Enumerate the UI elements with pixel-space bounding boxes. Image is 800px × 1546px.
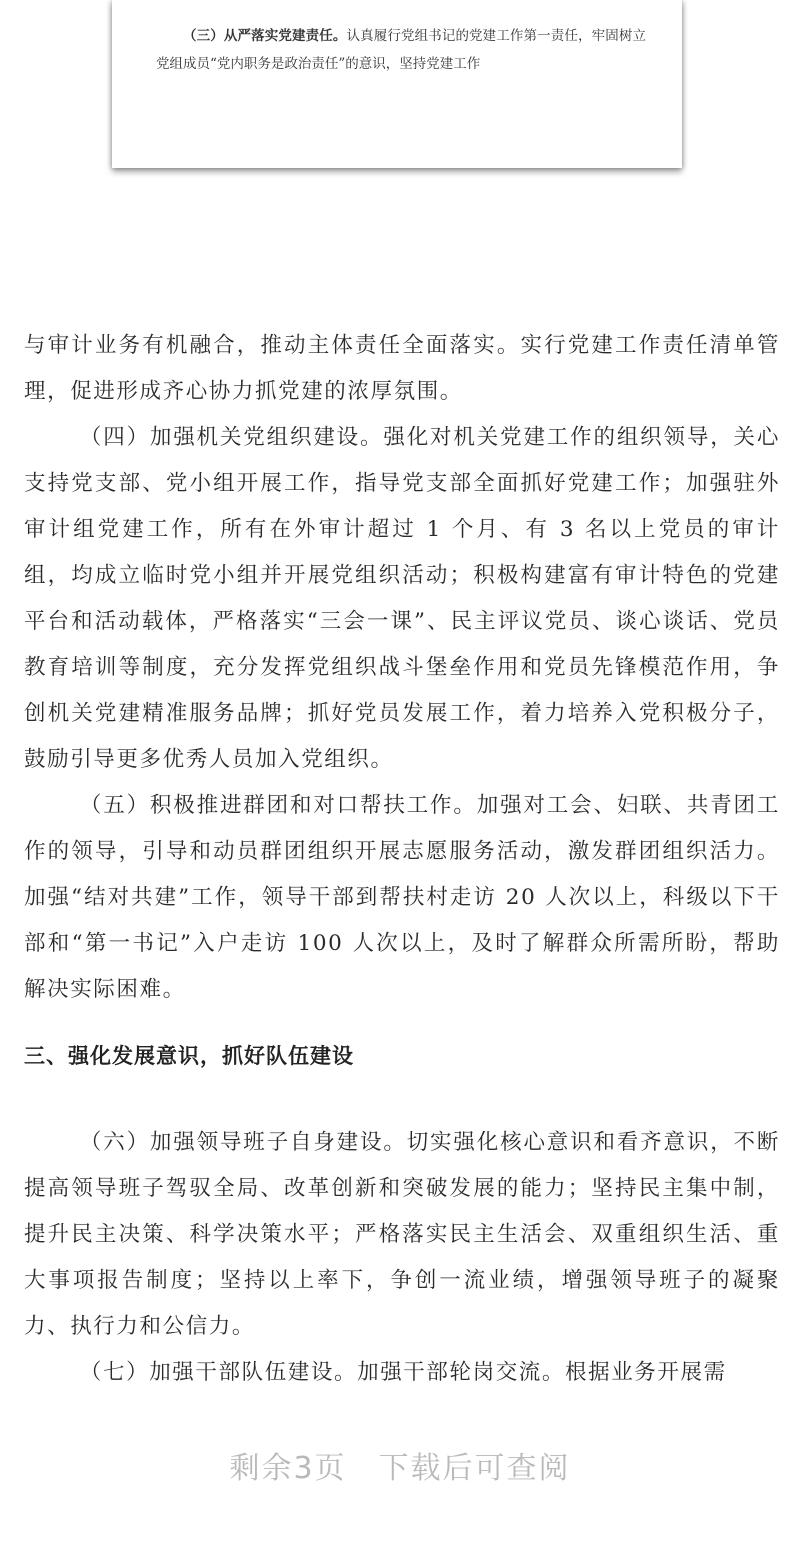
continuation-paragraph: 与审计业务有机融合，推动主体责任全面落实。实行党建工作责任清单管理，促进形成齐心协力抓党建的浓厚氛围。	[24, 333, 780, 404]
paragraph-6: （六）加强领导班子自身建设。切实强化核心意识和看齐意识，不断提高领导班子驾驭全局、改革创新和突破发展的能力；坚持民主集中制，提升民主决策、科学决策水平；严格落实民主生活会、双重组织生活、重大事项报告制度；坚持以上率下，争创一流业绩，增强领导班子的凝聚力、执行力和公信力。	[24, 1130, 780, 1339]
document-body	[24, 323, 780, 1013]
preview-page-card	[112, 0, 682, 168]
paragraph-7: （七）加强干部队伍建设。加强干部轮岗交流。根据业务开展需	[79, 1360, 727, 1385]
preview-paragraph	[156, 22, 646, 78]
paragraph-4: （四）加强机关党组织建设。强化对机关党建工作的组织领导，关心支持党支部、党小组开展工作，指导党支部全面抓好党建工作；加强驻外审计组党建工作，所有在外审计超过 1 个月、有 3 名以上党员的审计组，均成立临时党小组并开展党组织活动；积极构建富有审计特色的党建平台和活动载体，严格落实“三会一课”、民主评议党员、谈心谈话、党员教育培训等制度，充分发挥党组织战斗堡垒作用和党员先锋模范作用，争创机关党建精准服务品牌；抓好党员发展工作，着力培养入党积极分子，鼓励引导更多优秀人员加入党组织。	[24, 425, 780, 772]
remaining-pages-download-link[interactable]: 剩余3页 下载后可查阅	[229, 1451, 571, 1486]
preview-text: 认真履行党组书记的党建工作第一责任，牢固树立党组成员“党内职务是政治责任”的意识，坚持党建工作	[156, 28, 647, 72]
section-heading: 三、强化发展意识，抓好队伍建设	[24, 1044, 354, 1068]
paragraph-5: （五）积极推进群团和对口帮扶工作。加强对工会、妇联、共青团工作的领导，引导和动员群团组织开展志愿服务活动，激发群团组织活力。加强“结对共建”工作，领导干部到帮扶村走访 20 人次以上，科级以下干部和“第一书记”入户走访 100 人次以上，及时了解群众所需所盼，帮助解决实际困难。	[24, 793, 780, 1002]
document-body-2	[24, 1120, 780, 1396]
preview-lead: （三）从严落实党建责任。	[183, 28, 347, 44]
